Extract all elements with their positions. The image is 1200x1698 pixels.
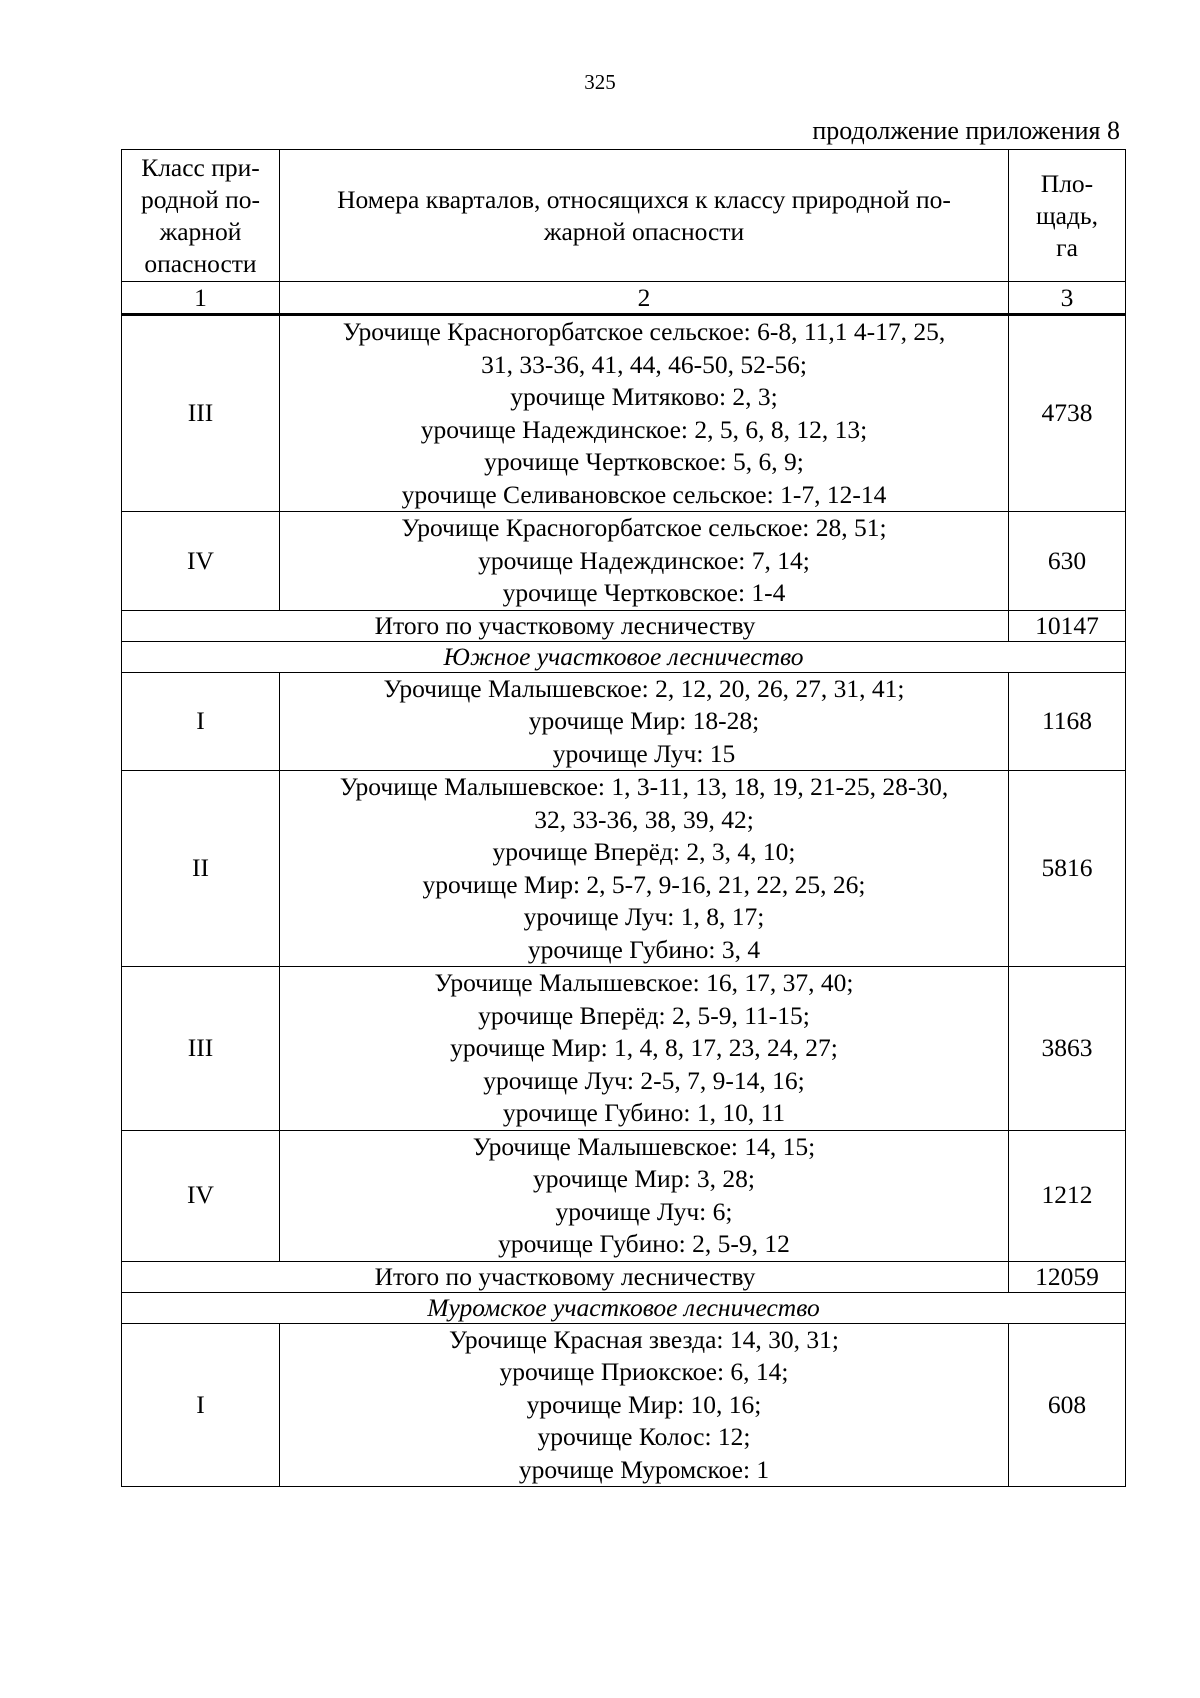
quarters-line: урочище Надеждинское: 2, 5, 6, 8, 12, 13; xyxy=(420,414,868,444)
quarters-line: урочище Луч: 6; xyxy=(555,1196,733,1226)
column-number: 3 xyxy=(1009,282,1126,315)
table-row xyxy=(122,512,1126,611)
quarters-line: Урочище Красная звезда: 14, 30, 31; xyxy=(449,1324,839,1354)
total-label: Итого по участковому лесничеству xyxy=(122,1261,1009,1292)
quarters-line: урочище Луч: 1, 8, 17; xyxy=(523,902,765,931)
fire-class-cell: III xyxy=(122,315,280,512)
header-area-line: Пло- xyxy=(1040,168,1094,198)
quarters-line: Урочище Малышевское: 2, 12, 20, 26, 27, 31, 41; xyxy=(383,673,905,703)
section-row xyxy=(122,641,1126,672)
quarters-line: урочище Чертковское: 1-4 xyxy=(502,578,786,607)
area-cell: 630 xyxy=(1009,512,1126,611)
quarters-line: 32, 33-36, 38, 39, 42; xyxy=(534,804,754,834)
quarters-cell xyxy=(280,1130,1009,1261)
quarters-line: урочище Мир: 10, 16; xyxy=(526,1389,762,1419)
quarters-cell xyxy=(280,512,1009,611)
quarters-line: урочище Мир: 18-28; xyxy=(528,706,760,735)
column-number-row xyxy=(122,282,1126,315)
total-row xyxy=(122,1261,1126,1292)
quarters-line: урочище Вперёд: 2, 3, 4, 10; xyxy=(492,837,796,866)
total-area: 10147 xyxy=(1009,610,1126,641)
area-cell: 4738 xyxy=(1009,315,1126,512)
quarters-line: урочище Мир: 2, 5-7, 9-16, 21, 22, 25, 26; xyxy=(422,869,866,899)
table-row xyxy=(122,771,1126,967)
header-quarters-line: жарной опасности xyxy=(543,216,745,246)
quarters-line: урочище Губино: 1, 10, 11 xyxy=(502,1098,786,1127)
total-label: Итого по участковому лесничеству xyxy=(122,610,1009,641)
header-quarters-line: Номера кварталов, относящихся к классу природной по- xyxy=(337,184,951,214)
table-header-row xyxy=(122,150,1126,282)
column-number: 2 xyxy=(280,282,1009,315)
table-row xyxy=(122,967,1126,1131)
header-class-line: Класс при- xyxy=(141,152,260,182)
header-class-line: опасности xyxy=(144,248,257,278)
header-quarters xyxy=(280,150,1009,282)
table-row xyxy=(122,315,1126,512)
fire-class-cell: IV xyxy=(122,512,280,611)
quarters-line: урочище Луч: 15 xyxy=(552,738,736,768)
section-row xyxy=(122,1292,1126,1323)
area-cell: 1212 xyxy=(1009,1130,1126,1261)
total-row xyxy=(122,610,1126,641)
header-area xyxy=(1009,150,1126,282)
quarters-line: урочище Губино: 2, 5-9, 12 xyxy=(498,1229,790,1258)
quarters-line: Урочище Малышевское: 16, 17, 37, 40; xyxy=(434,968,854,997)
quarters-line: урочище Чертковское: 5, 6, 9; xyxy=(484,447,804,476)
fire-class-cell: IV xyxy=(122,1130,280,1261)
quarters-line: урочище Луч: 2-5, 7, 9-14, 16; xyxy=(483,1065,805,1095)
quarters-cell xyxy=(280,771,1009,967)
quarters-line: урочище Мир: 3, 28; xyxy=(532,1164,755,1193)
quarters-line: урочище Муромское: 1 xyxy=(518,1454,770,1484)
quarters-line: урочище Колос: 12; xyxy=(537,1422,751,1451)
page-number: 325 xyxy=(584,70,616,94)
quarters-line: урочище Губино: 3, 4 xyxy=(527,934,761,964)
quarters-line: Урочище Малышевское: 14, 15; xyxy=(472,1131,816,1161)
quarters-cell xyxy=(280,672,1009,771)
quarters-line: урочище Приокское: 6, 14; xyxy=(499,1357,789,1386)
header-class-line: жарной xyxy=(159,216,242,246)
quarters-line: урочище Вперёд: 2, 5-9, 11-15; xyxy=(478,1000,810,1030)
header-area-line: га xyxy=(1056,232,1078,262)
fire-danger-table xyxy=(121,149,1126,1487)
quarters-line: Урочище Красногорбатское сельское: 28, 51; xyxy=(401,513,887,542)
quarters-cell xyxy=(280,1323,1009,1487)
quarters-line: урочище Мир: 1, 4, 8, 17, 23, 24, 27; xyxy=(450,1033,838,1062)
column-number: 1 xyxy=(122,282,280,315)
fire-class-cell: I xyxy=(122,1323,280,1487)
table-row xyxy=(122,1323,1126,1487)
header-area-line: щадь, xyxy=(1036,200,1098,230)
quarters-cell xyxy=(280,315,1009,512)
area-cell: 1168 xyxy=(1009,672,1126,771)
quarters-line: урочище Селивановское сельское: 1-7, 12-14 xyxy=(401,479,887,509)
quarters-line: 31, 33-36, 41, 44, 46-50, 52-56; xyxy=(481,349,807,379)
quarters-line: урочище Надеждинское: 7, 14; xyxy=(478,545,810,575)
quarters-line: урочище Митяково: 2, 3; xyxy=(510,382,778,411)
area-cell: 608 xyxy=(1009,1323,1126,1487)
header-class-line: родной по- xyxy=(140,184,261,214)
quarters-cell xyxy=(280,967,1009,1131)
quarters-line: Урочище Красногорбатское сельское: 6-8, 11,1 4-17, 25, xyxy=(342,317,946,346)
continuation-note: продолжение приложения 8 xyxy=(812,116,1120,145)
fire-class-cell: III xyxy=(122,967,280,1131)
table-row xyxy=(122,672,1126,771)
quarters-line: Урочище Малышевское: 1, 3-11, 13, 18, 19, 21-25, 28-30, xyxy=(339,772,949,801)
fire-class-cell: II xyxy=(122,771,280,967)
fire-class-cell: I xyxy=(122,672,280,771)
area-cell: 3863 xyxy=(1009,967,1126,1131)
header-class xyxy=(122,150,280,282)
section-title: Муромское участковое лесничество xyxy=(122,1292,1126,1323)
table-row xyxy=(122,1130,1126,1261)
section-title: Южное участковое лесничество xyxy=(122,641,1126,672)
area-cell: 5816 xyxy=(1009,771,1126,967)
total-area: 12059 xyxy=(1009,1261,1126,1292)
